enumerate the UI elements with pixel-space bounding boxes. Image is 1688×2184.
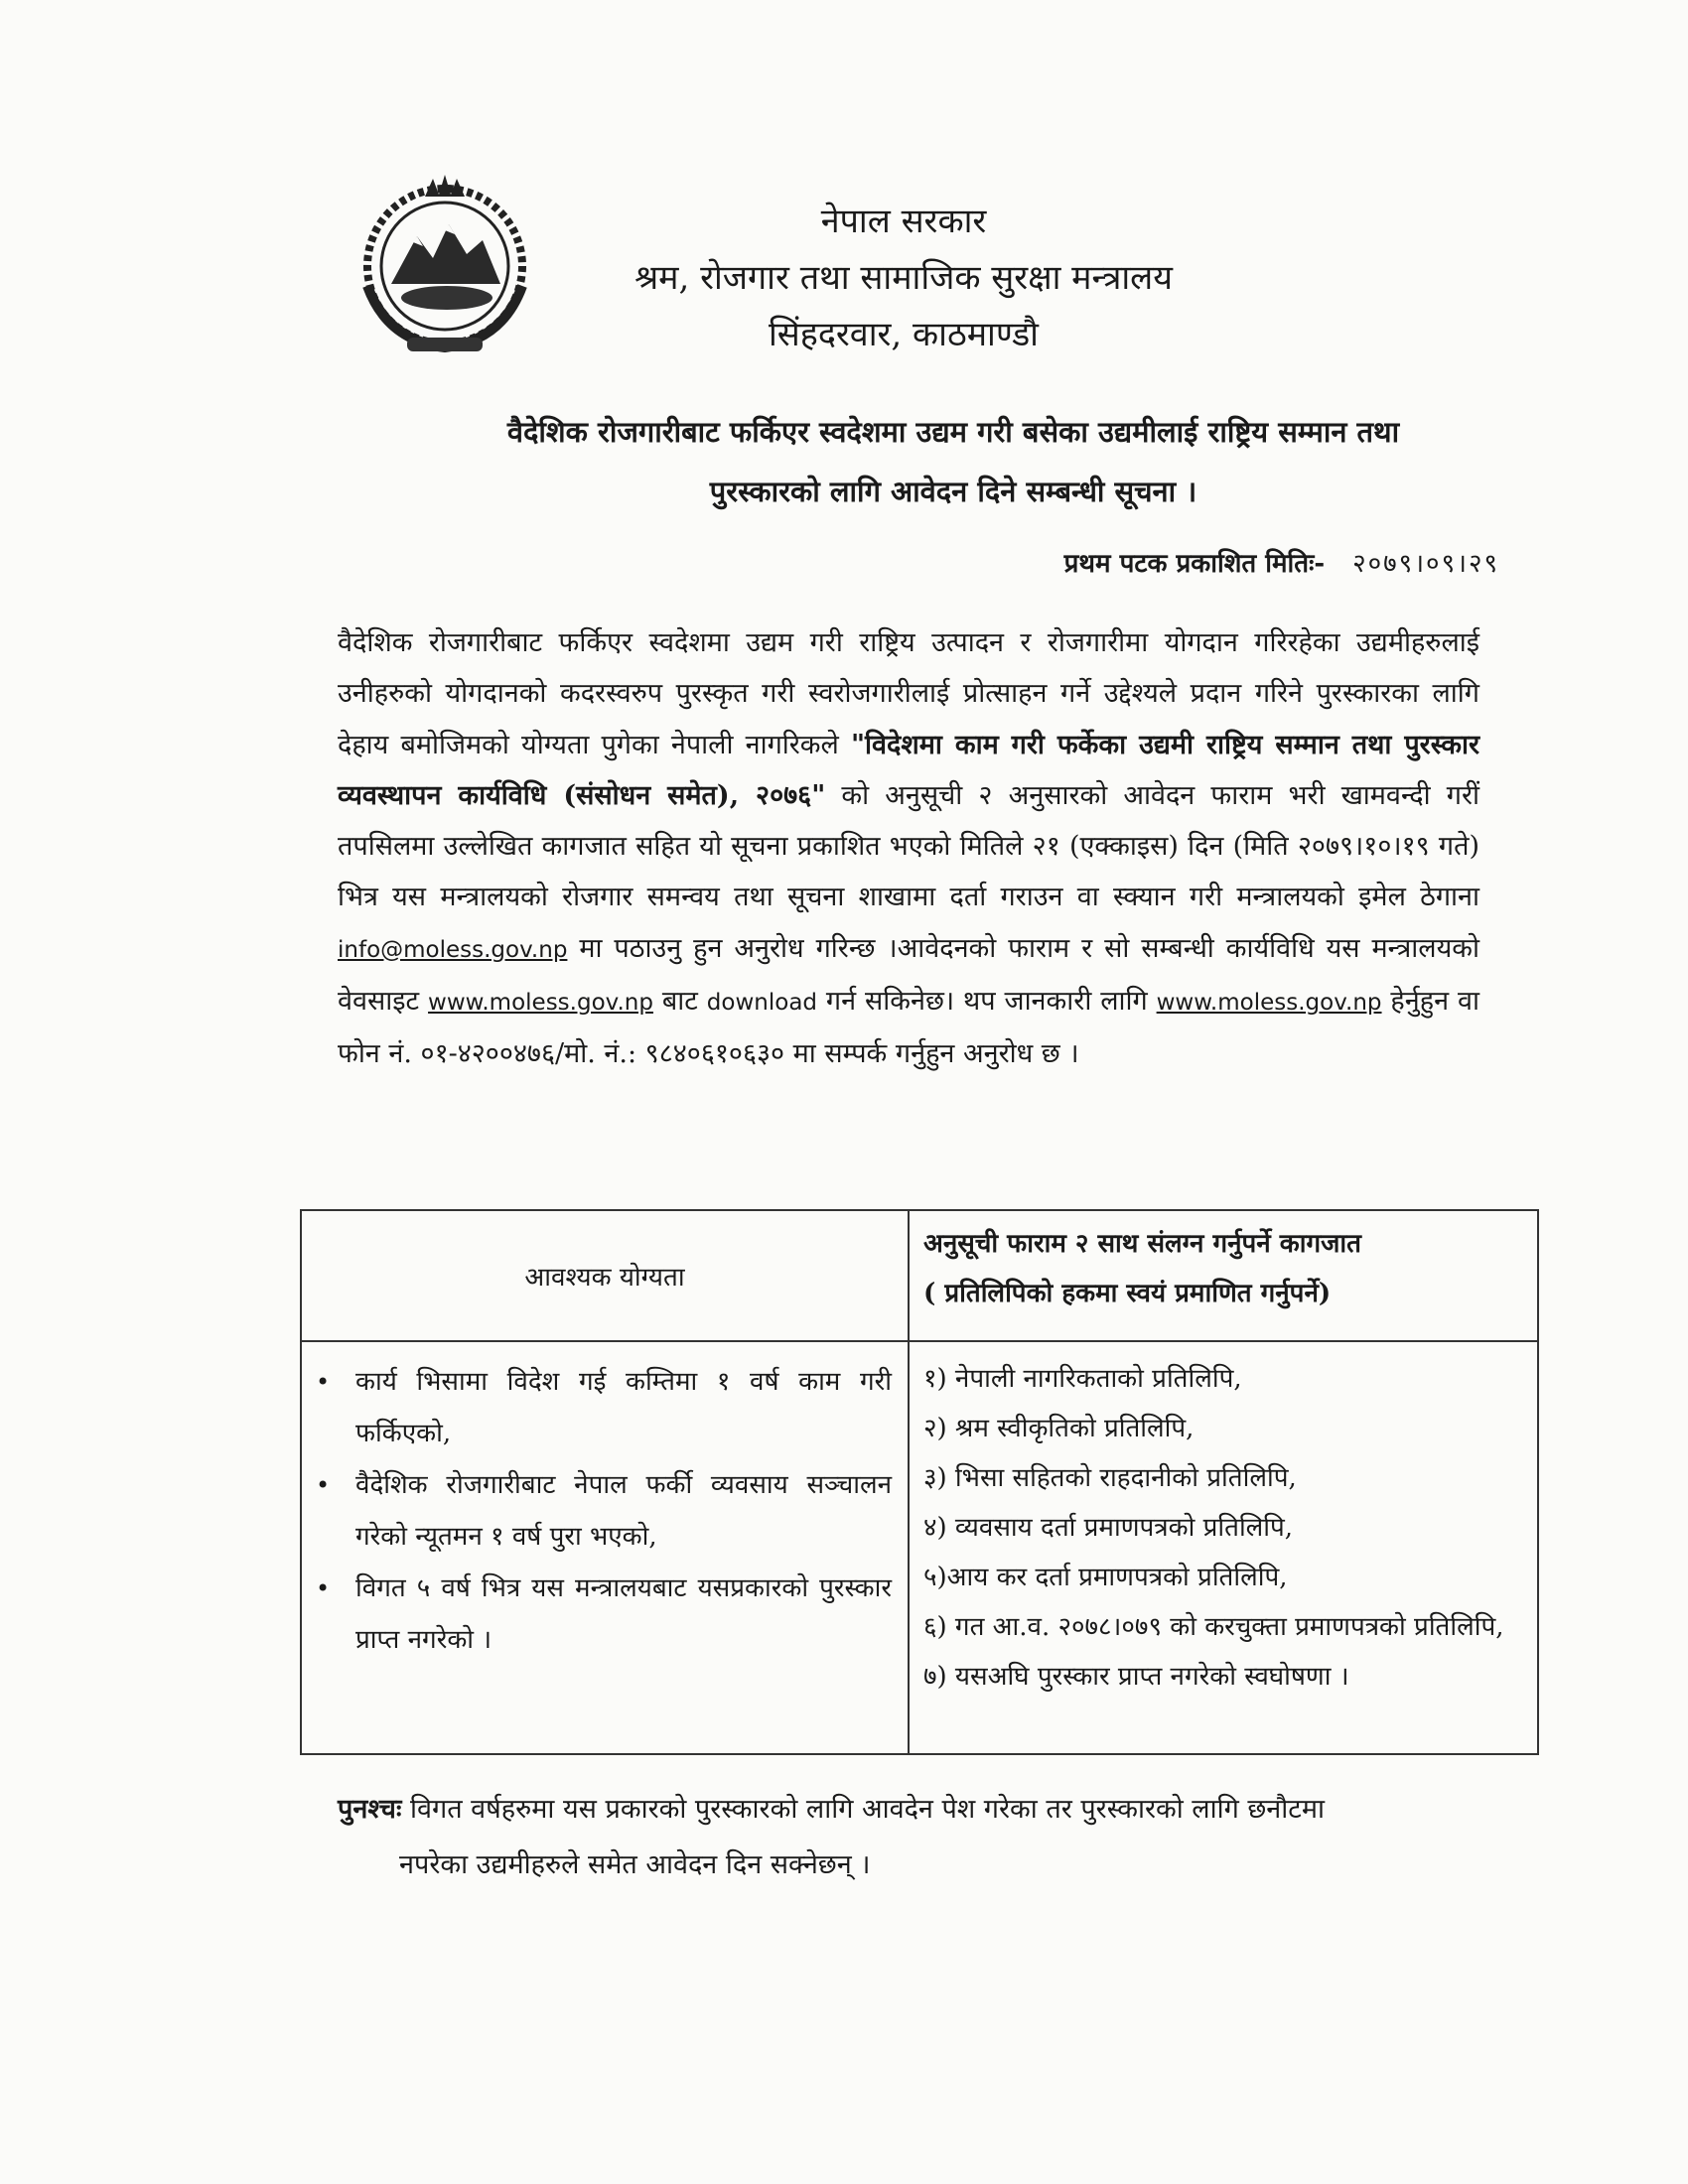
body-text-3: मा पठाउनु हुन अनुरोध गरिन्छ ।आवेदनको फाराम र सो सम्बन्धी कार्यविधि यस मन्त्रालयको वेवसाइट xyxy=(338,932,1479,1018)
publication-date xyxy=(1064,544,1499,580)
document-item: २) श्रम स्वीकृतिको प्रतिलिपि, xyxy=(923,1414,1195,1443)
documents-header-line-1: अनुसूची फाराम २ साथ संलग्न गर्नुपर्ने कागजात xyxy=(923,1229,1361,1259)
notice-subject-line-2: पुरस्कारको लागि आवेदन दिने सम्बन्धी सूचना । xyxy=(709,475,1197,508)
bullet-icon: • xyxy=(316,1471,331,1499)
download-word: download xyxy=(706,990,818,1017)
website-link-2[interactable]: www.moless.gov.np xyxy=(1156,990,1382,1017)
documents-header-line-2: ( प्रतिलिपिको हकमा स्वयं प्रमाणित गर्नुपर्ने) xyxy=(923,1279,1332,1308)
body-text-4b: गर्न सकिनेछ। थप जानकारी लागि xyxy=(817,986,1157,1018)
header-ministry: श्रम, रोजगार तथा सामाजिक सुरक्षा मन्त्रालय xyxy=(634,258,1173,298)
nepal-government-emblem xyxy=(338,167,556,365)
body-text-4a: बाट xyxy=(652,986,707,1018)
qualification-list xyxy=(301,1341,909,1754)
publication-date-label: प्रथम पटक प्रकाशित मितिः- xyxy=(1063,549,1326,579)
header-address: सिंहदरवार, काठमाण्डौ xyxy=(769,315,1039,354)
header-government: नेपाल सरकार xyxy=(820,202,987,241)
document-item: ६) गत आ.व. २०७८।०७९ को करचुक्ता प्रमाणपत्रको प्रतिलिपि, xyxy=(923,1612,1504,1642)
postscript-label: पुनश्चः xyxy=(338,1794,402,1825)
notice-body xyxy=(338,617,1479,1080)
document-item: ३) भिसा सहितको राहदानीको प्रतिलिपि, xyxy=(923,1463,1297,1493)
postscript-line-2: नपरेका उद्यमीहरुले समेत आवेदन दिन सक्नेछन् । xyxy=(399,1849,871,1880)
notice-subject-line-1: वैदेशिक रोजगारीबाट फर्किएर स्वदेशमा उद्यम गरी बसेका उद्यमीलाई राष्ट्रिय सम्मान तथा xyxy=(506,415,1400,449)
postscript-line-1: विगत वर्षहरुमा यस प्रकारको पुरस्कारको लागि आवदेन पेश गरेका तर पुरस्कारको लागि छनौटमा xyxy=(401,1794,1326,1825)
website-link-1[interactable]: www.moless.gov.np xyxy=(428,990,653,1017)
documents-header xyxy=(909,1210,1538,1341)
bullet-icon: • xyxy=(316,1574,331,1602)
publication-date-value: २०७९।०९।२९ xyxy=(1352,549,1499,579)
documents-list xyxy=(909,1341,1538,1754)
postscript-note xyxy=(338,1782,1489,1893)
requirements-table xyxy=(300,1209,1539,1755)
document-item: ५)आय कर दर्ता प्रमाणपत्रको प्रतिलिपि, xyxy=(923,1563,1288,1592)
body-text-2: को अनुसूची २ अनुसारको आवेदन फाराम भरी खामवन्दी गरीं तपसिलमा उल्लेखित कागजात सहित यो सूचना प्रकाशित भएको मितिले २१ (एक्काइस) दिन (मिति २०७९।१०।१९ गते) भित्र यस मन्त्रालयको रोजगार समन्वय तथा सूचना शाखामा दर्ता गराउन वा स्क्यान गरी मन्त्रालयको इमेल ठेगाना xyxy=(338,779,1479,913)
document-item: ४) व्यवसाय दर्ता प्रमाणपत्रको प्रतिलिपि, xyxy=(923,1513,1294,1543)
document-item: ७) यसअघि पुरस्कार प्राप्त नगरेको स्वघोषणा । xyxy=(923,1662,1349,1692)
procedure-title: "विदेशमा काम गरी फर्केका उद्यमी राष्ट्रिय सम्मान तथा पुरस्कार व्यवस्थापन कार्यविधि (संसोधन समेत), २०७६" xyxy=(338,729,1479,811)
email-link[interactable]: info@moless.gov.np xyxy=(338,936,568,963)
table-row xyxy=(301,1341,1538,1754)
qualification-item: • कार्य भिसामा विदेश गई कम्तिमा १ वर्ष काम गरी फर्किएको, xyxy=(316,1356,892,1459)
bullet-icon: • xyxy=(316,1368,331,1396)
qualification-header: आवश्यक योग्यता xyxy=(301,1210,909,1341)
body-text-5: हेर्नुहुन वा फोन नं. ०१-४२००४७६/मो. नं.: ९८४०६१०६३० मा सम्पर्क गर्नुहुन अनुरोध छ । xyxy=(338,986,1479,1070)
body-text-1: वैदेशिक रोजगारीबाट फर्किएर स्वदेशमा उद्यम गरी राष्ट्रिय उत्पादन र रोजगारीमा योगदान गरिरहेका उद्यमीहरुलाई उनीहरुको योगदानको कदरस्वरुप पुरस्कृत गरी स्वरोजगारीलाई प्रोत्साहन गर्ने उद्देश्यले प्रदान गरिने पुरस्कारका लागि देहाय बमोजिमको योग्यता पुगेका नेपाली नागरिकले xyxy=(338,627,1479,760)
qualification-item: • विगत ५ वर्ष भित्र यस मन्त्रालयबाट यसप्रकारको पुरस्कार प्राप्त नगरेको । xyxy=(316,1563,892,1666)
qualification-item: • वैदेशिक रोजगारीबाट नेपाल फर्की व्यवसाय सञ्चालन गरेको न्यूतमन १ वर्ष पुरा भएको, xyxy=(316,1459,892,1563)
document-item: १) नेपाली नागरिकताको प्रतिलिपि, xyxy=(923,1364,1242,1394)
table-header-row xyxy=(301,1210,1538,1341)
